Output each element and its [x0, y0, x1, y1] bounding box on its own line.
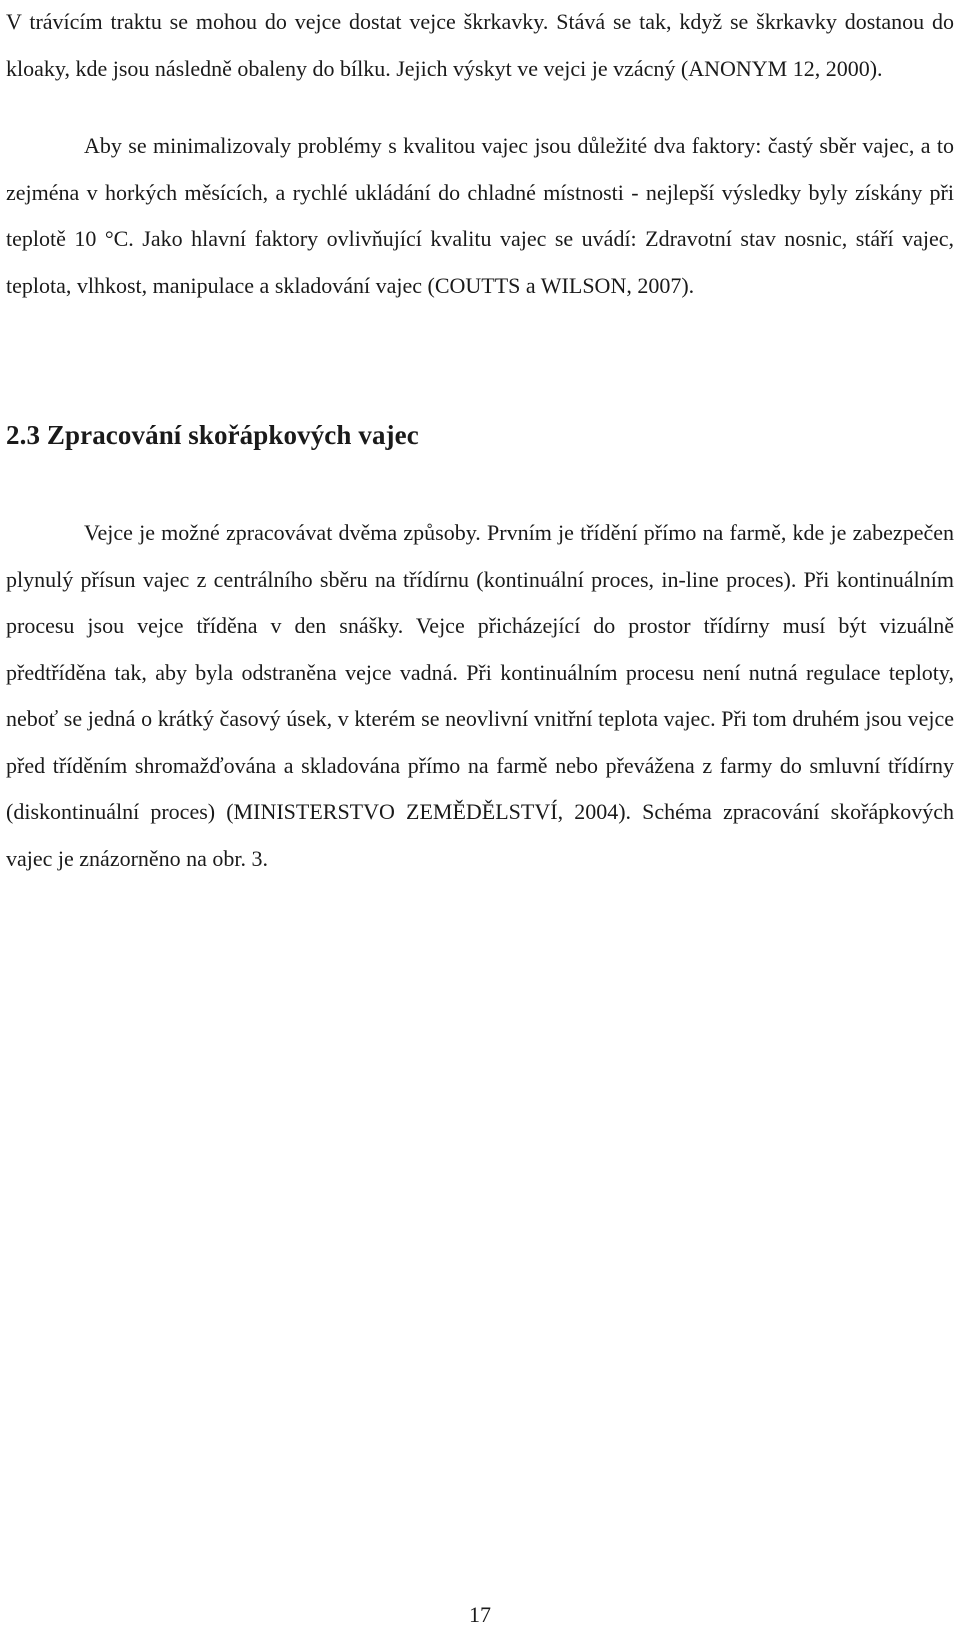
- body-paragraph-egg-quality: Aby se minimalizovaly problémy s kvalitou vajec jsou důležité dva faktory: častý sběr vajec, a to zejména v horkých měsících, a rychlé ukládání do chladné místnosti - nejlepší výsledky byly získány při teplotě 10 °C. Jako hlavní faktory ovlivňující kvalitu vajec se uvádí: Zdravotní stav nosnic, stáří vajec, teplota, vlhkost, manipulace a skladování vajec (COUTTS a WILSON, 2007).: [6, 133, 954, 298]
- body-paragraph-processing: Vejce je možné zpracovávat dvěma způsoby. Prvním je třídění přímo na farmě, kde je zabezpečen plynulý přísun vajec z centrálního sběru na třídírnu (kontinuální proces, in-line proces). Při kontinuálním procesu jsou vejce tříděna v den snášky. Vejce přicházející do prostor třídírny musí být vizuálně předtříděna tak, aby byla odstraněna vejce vadná. Při kontinuálním procesu není nutná regulace teploty, neboť se jedná o krátký časový úsek, v kterém se neovlivní vnitřní teplota vajec. Při tom druhém jsou vejce před tříděním shromažďována a skladována přímo na farmě nebo převážena z farmy do smluvní třídírny (diskontinuální proces) (MINISTERSTVO ZEMĚDĚLSTVÍ, 2004). Schéma zpracování skořápkových vajec je znázorněno na obr. 3.: [6, 520, 954, 871]
- body-paragraph-ascaris: V trávícím traktu se mohou do vejce dostat vejce škrkavky. Stává se tak, když se škrkavky dostanou do kloaky, kde jsou následně obaleny do bílku. Jejich výskyt ve vejci je vzácný (ANONYM 12, 2000).: [6, 9, 954, 81]
- section-heading: 2.3 Zpracování skořápkových vajec: [6, 420, 419, 450]
- page-number: 17: [469, 1602, 491, 1627]
